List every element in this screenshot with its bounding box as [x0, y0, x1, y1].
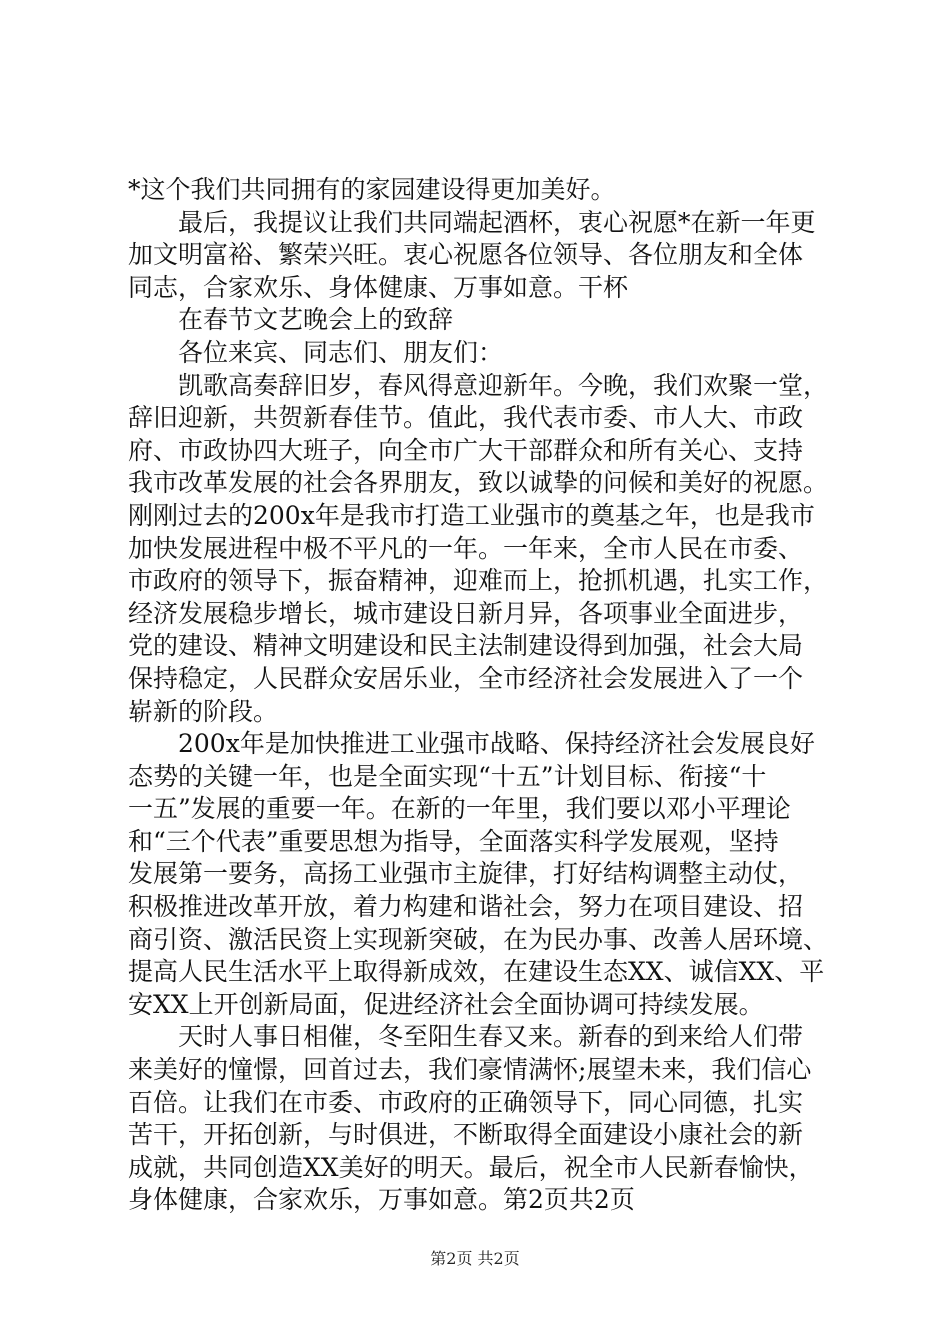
text-line: 身体健康，合家欢乐，万事如意。第2页共2页 — [128, 1185, 635, 1215]
text-line: 最后，我提议让我们共同端起酒杯，衷心祝愿*在新一年更 — [178, 207, 816, 237]
page-footer: 第2页 共2页 — [430, 1249, 520, 1268]
text-line: 市政府的领导下，振奋精神，迎难而上，抢抓机遇，扎实工作， — [128, 566, 829, 596]
text-line: 苦干，开拓创新，与时俱进，不断取得全面建设小康社会的新 — [128, 1120, 804, 1150]
text-line: 天时人事日相催，冬至阳生春又来。新春的到来给人们带 — [178, 1022, 804, 1052]
text-line: 辞旧迎新，共贺新春佳节。值此，我代表市委、市人大、市政 — [128, 403, 804, 433]
text-line: *这个我们共同拥有的家园建设得更加美好。 — [128, 175, 616, 204]
text-line: 一五”发展的重要一年。在新的一年里，我们要以邓小平理论 — [128, 794, 791, 824]
text-line: 在春节文艺晚会上的致辞 — [178, 305, 454, 335]
document-body — [128, 174, 833, 1217]
text-line: 积极推进改革开放，着力构建和谐社会，努力在项目建设、招 — [128, 892, 804, 922]
text-line: 凯歌高奏辞旧岁，春风得意迎新年。今晚，我们欢聚一堂， — [178, 370, 829, 400]
text-line: 态势的关键一年，也是全面实现“十五”计划目标、衔接“十 — [128, 761, 767, 791]
text-line: 来美好的憧憬，回首过去，我们豪情满怀;展望未来，我们信心 — [128, 1055, 812, 1085]
text-line: 党的建设、精神文明建设和民主法制建设得到加强，社会大局 — [128, 631, 804, 661]
text-line: 各位来宾、同志们、朋友们： — [178, 337, 504, 367]
text-line: 安XX上开创新局面，促进经济社会全面协调可持续发展。 — [128, 989, 764, 1019]
text-line: 加快发展进程中极不平凡的一年。一年来，全市人民在市委、 — [128, 533, 804, 563]
text-line: 加文明富裕、繁荣兴旺。衷心祝愿各位领导、各位朋友和全体 — [128, 240, 804, 270]
text-line: 同志，合家欢乐、身体健康、万事如意。干杯 — [128, 272, 629, 302]
text-line: 200x年是加快推进工业强市战略、保持经济社会发展良好 — [178, 729, 815, 759]
text-line: 和“三个代表”重要思想为指导，全面落实科学发展观，坚持 — [128, 826, 779, 856]
text-line: 经济发展稳步增长，城市建设日新月异，各项事业全面进步， — [128, 598, 804, 628]
text-line: 商引资、激活民资上实现新突破，在为民办事、改善人居环境、 — [128, 924, 829, 954]
text-line: 保持稳定，人民群众安居乐业，全市经济社会发展进入了一个 — [128, 663, 804, 693]
text-line: 刚刚过去的200x年是我市打造工业强市的奠基之年，也是我市 — [128, 500, 815, 530]
text-line: 成就，共同创造XX美好的明天。最后，祝全市人民新春愉快， — [128, 1152, 814, 1182]
text-line: 提高人民生活水平上取得新成效，在建设生态XX、诚信XX、平 — [128, 957, 825, 987]
text-line: 我市改革发展的社会各界朋友，致以诚挚的问候和美好的祝愿。 — [128, 468, 829, 498]
text-line: 崭新的阶段。 — [128, 696, 279, 726]
text-line: 发展第一要务，高扬工业强市主旋律，打好结构调整主动仗， — [128, 859, 804, 889]
text-line: 百倍。让我们在市委、市政府的正确领导下，同心同德，扎实 — [128, 1087, 804, 1117]
text-line: 府、市政协四大班子，向全市广大干部群众和所有关心、支持 — [128, 435, 804, 465]
